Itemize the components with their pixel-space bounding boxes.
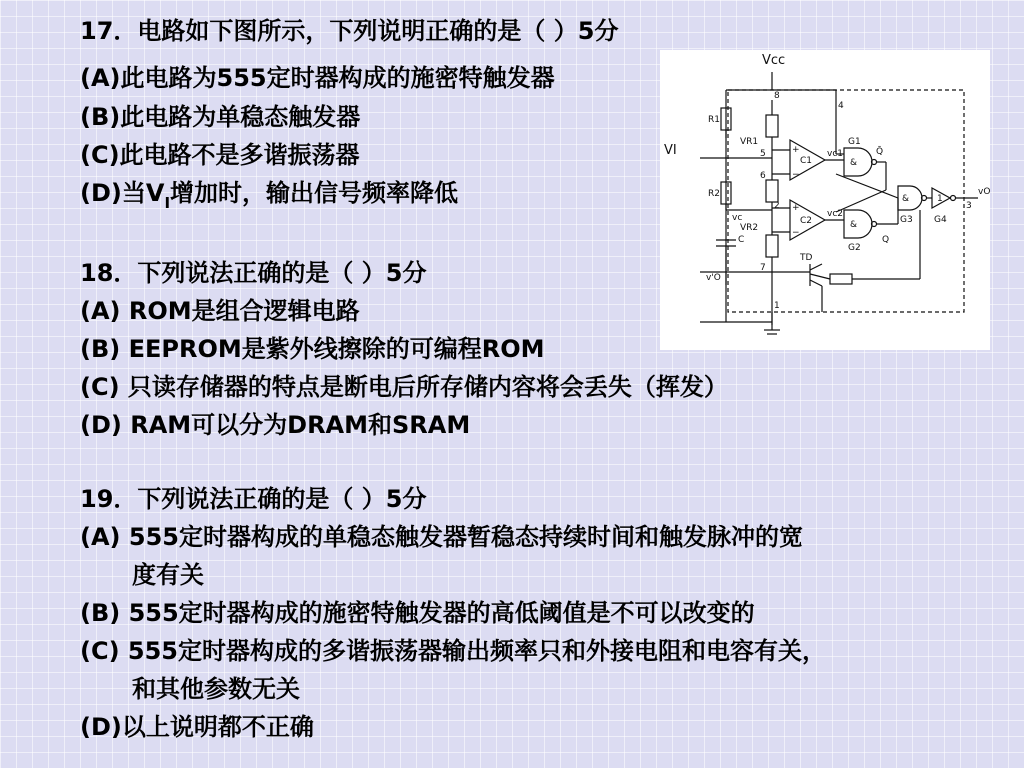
- pin-2: 2: [774, 201, 780, 211]
- q17-option-d: [80, 178, 458, 211]
- q19-option-c-line2: 和其他参数无关: [132, 675, 300, 703]
- label-q: Q: [882, 235, 890, 245]
- q19-title: 19．下列说法正确的是（ ）5分: [80, 485, 427, 513]
- pin-4: 4: [838, 101, 844, 111]
- q17-option-c: (C)此电路不是多谐振荡器: [80, 141, 360, 169]
- q19-option-d: (D)以上说明都不正确: [80, 713, 314, 741]
- pin-1: 1: [774, 301, 780, 311]
- q17-option-d-prefix: (D)当V: [80, 179, 165, 207]
- label-c: C: [738, 235, 745, 245]
- pin-5: 5: [760, 149, 766, 159]
- label-vo-prime: v'O: [706, 273, 721, 283]
- label-vc2: vc2: [827, 209, 844, 219]
- q19-option-a-line1: (A) 555定时器构成的单稳态触发器暂稳态持续时间和触发脉冲的宽: [80, 523, 803, 551]
- pin-7: 7: [760, 263, 766, 273]
- chip-outline: [728, 90, 964, 312]
- q19-option-c-line1: (C) 555定时器构成的多谐振荡器输出频率只和外接电阻和电容有关，: [80, 637, 827, 665]
- resistor-td: [830, 274, 852, 284]
- q18-option-b: (B) EEPROM是紫外线擦除的可编程ROM: [80, 335, 545, 363]
- c2-minus: −: [792, 228, 800, 238]
- divider-resistor-mid: [766, 180, 778, 202]
- pin-6: 6: [760, 171, 766, 181]
- gate-g1: [844, 148, 872, 176]
- label-g2: G2: [848, 243, 861, 253]
- label-c1: C1: [800, 156, 813, 166]
- g2-amp: &: [850, 220, 858, 230]
- c1-plus: +: [792, 145, 800, 155]
- divider-resistor-top: [766, 115, 778, 137]
- q19-option-b: (B) 555定时器构成的施密特触发器的高低阈值是不可以改变的: [80, 599, 755, 627]
- label-td: TD: [800, 253, 813, 263]
- q19-option-a-line2: 度有关: [132, 561, 204, 589]
- label-vo: vO: [978, 187, 990, 197]
- pin-8: 8: [774, 91, 780, 101]
- c2-plus: +: [792, 203, 800, 213]
- q18-option-c: (C) 只读存储器的特点是断电后所存储内容将会丢失（挥发）: [80, 373, 728, 401]
- q17-option-d-subscript: I: [164, 194, 171, 212]
- label-g1: G1: [848, 137, 861, 147]
- divider-resistor-bot: [766, 235, 778, 257]
- label-vcc: Vcc: [762, 53, 786, 68]
- label-c2: C2: [800, 216, 813, 226]
- label-g4: G4: [934, 215, 947, 225]
- q18-title: 18．下列说法正确的是（ ）5分: [80, 259, 427, 287]
- q18-option-d: (D) RAM可以分为DRAM和SRAM: [80, 411, 471, 439]
- label-inverter-1: 1: [937, 194, 943, 204]
- gate-g2: [844, 210, 872, 238]
- pin-3: 3: [966, 201, 972, 211]
- label-vi: VI: [664, 143, 677, 158]
- label-vc: vc: [732, 213, 743, 223]
- circuit-diagram-555: [660, 50, 990, 350]
- label-r2: R2: [708, 189, 720, 199]
- label-r1: R1: [708, 115, 720, 125]
- q18-option-a: (A) ROM是组合逻辑电路: [80, 297, 360, 325]
- label-vr1: VR1: [740, 137, 759, 147]
- q17-option-b: (B)此电路为单稳态触发器: [80, 103, 361, 131]
- c1-minus: −: [792, 170, 800, 180]
- q17-option-a: (A)此电路为555定时器构成的施密特触发器: [80, 64, 555, 92]
- label-qbar: Q̄: [876, 147, 884, 157]
- q17-option-d-suffix: 增加时，输出信号频率降低: [170, 179, 459, 207]
- g3-amp: &: [902, 194, 910, 204]
- label-vc1: vc1: [827, 149, 844, 159]
- g1-amp: &: [850, 158, 858, 168]
- q17-title: 17．电路如下图所示，下列说明正确的是（ ）5分: [80, 17, 619, 45]
- label-vr2: VR2: [740, 223, 759, 233]
- label-g3: G3: [900, 215, 913, 225]
